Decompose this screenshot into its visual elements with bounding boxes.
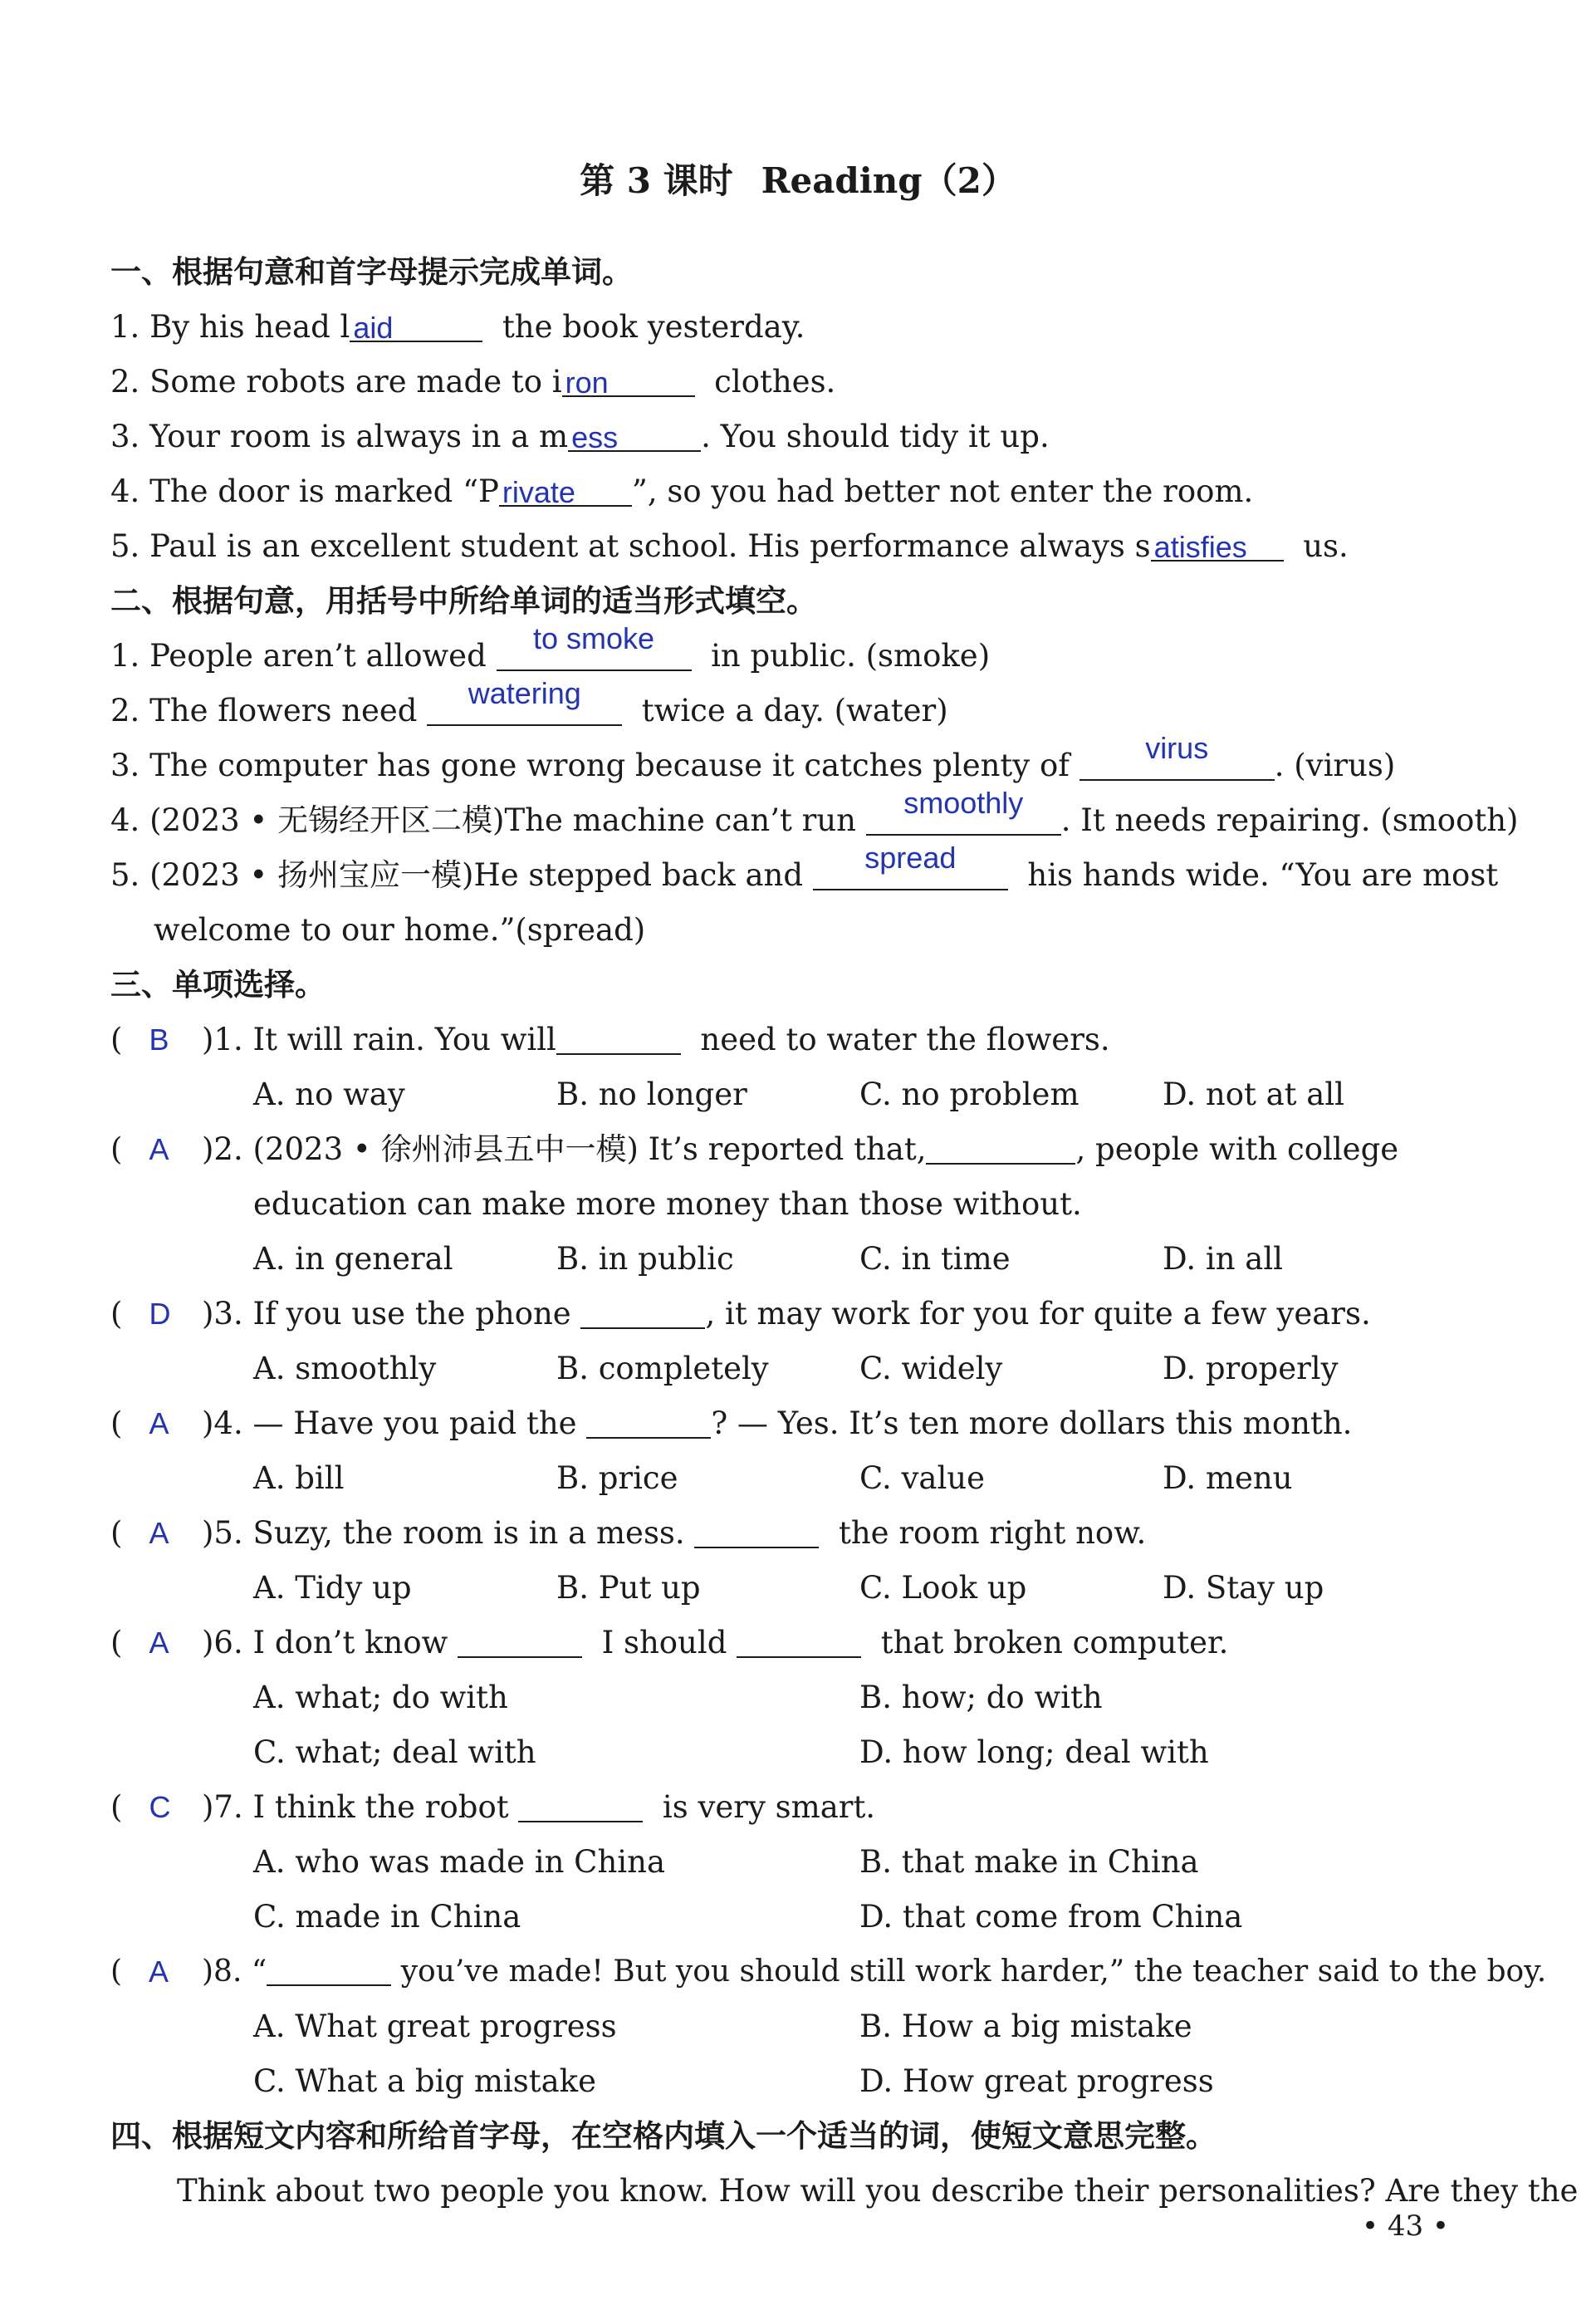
option[interactable]: B. how; do with	[859, 1680, 1103, 1715]
mc-question-4: ( A )4. — Have you paid the ? — Yes. It’s ten more dollars this month.	[110, 1403, 1352, 1444]
section-1-heading: 一、根据句意和首字母提示完成单词。	[110, 254, 633, 290]
option[interactable]: D. properly	[1163, 1351, 1339, 1386]
section-4-heading: 四、根据短文内容和所给首字母，在空格内填入一个适当的词，使短文意思完整。	[110, 2118, 1217, 2154]
option[interactable]: D. that come from China	[859, 1899, 1243, 1935]
option[interactable]: A. no way	[253, 1077, 405, 1112]
option[interactable]: B. completely	[556, 1351, 769, 1386]
option[interactable]: C. What a big mistake	[253, 2063, 596, 2099]
p2-item-1: 1. People aren’t allowed to smoke in public. (smoke)	[110, 621, 991, 674]
answer-blank[interactable]: virus	[1080, 746, 1275, 781]
answer-blank[interactable]: smoothly	[866, 801, 1061, 836]
answer-blank[interactable]: ess	[568, 417, 701, 452]
p1-item-5: 5. Paul is an excellent student at school. His performance always s atisfies us.	[110, 528, 1349, 564]
option[interactable]: A. bill	[253, 1460, 345, 1496]
page-title	[0, 154, 1596, 204]
mc-question-2: ( A )2. (2023 • 徐州沛县五中一模) It’s reported that, , people with college	[110, 1129, 1398, 1170]
option[interactable]: D. How great progress	[859, 2063, 1214, 2099]
option[interactable]: B. How a big mistake	[859, 2008, 1192, 2044]
option[interactable]: C. Look up	[859, 1570, 1027, 1606]
option[interactable]: A. what; do with	[253, 1680, 508, 1715]
mc-question-1: ( B )1. It will rain. You will need to water the flowers.	[110, 1019, 1110, 1061]
option[interactable]: D. menu	[1163, 1460, 1293, 1496]
mc-answer[interactable]: A	[149, 1516, 169, 1550]
section-3-heading: 三、单项选择。	[110, 967, 326, 1003]
p1-item-2: 2. Some robots are made to i ron clothes.	[110, 364, 836, 400]
mc-question-5: ( A )5. Suzy, the room is in a mess. the room right now.	[110, 1513, 1146, 1554]
answer-blank[interactable]	[267, 1951, 391, 1986]
option[interactable]: D. not at all	[1163, 1077, 1345, 1112]
answer-blank[interactable]: aid	[350, 307, 482, 342]
answer-blank[interactable]	[694, 1513, 819, 1548]
passage-intro: Think about two people you know. How will you describe their personalities? Are they the	[177, 2173, 1579, 2209]
option[interactable]: A. who was made in China	[253, 1844, 666, 1880]
mc-answer[interactable]: A	[149, 1132, 169, 1166]
section-2-heading: 二、根据句意，用括号中所给单词的适当形式填空。	[110, 583, 817, 619]
option[interactable]: B. that make in China	[859, 1844, 1199, 1880]
answer-blank[interactable]	[518, 1788, 643, 1822]
title-en: Reading（2）	[761, 160, 1016, 201]
option[interactable]: D. how long; deal with	[859, 1734, 1209, 1770]
mc-question-7: ( C )7. I think the robot is very smart.	[110, 1787, 875, 1828]
option[interactable]: A. Tidy up	[253, 1570, 412, 1606]
option[interactable]: C. no problem	[859, 1077, 1080, 1112]
answer-blank[interactable]	[458, 1623, 582, 1658]
answer-blank[interactable]: rivate	[499, 472, 632, 507]
mc-answer[interactable]: A	[149, 1955, 169, 1989]
p1-item-1: 1. By his head l aid the book yesterday.	[110, 309, 805, 345]
answer-blank[interactable]	[586, 1404, 711, 1439]
mc-question-8: ( A )8. “ you’ve made! But you should still work harder,” the teacher said to the boy.	[110, 1951, 1546, 1993]
answer-blank[interactable]: ron	[562, 362, 695, 397]
p2-item-2: 2. The flowers need watering twice a day. (water)	[110, 676, 948, 728]
mc-answer[interactable]: B	[149, 1023, 169, 1057]
mc-question-3: ( D )3. If you use the phone , it may work for you for quite a few years.	[110, 1293, 1371, 1335]
mc-answer[interactable]: A	[149, 1626, 169, 1660]
p2-item-5: 5. (2023 • 扬州宝应一模)He stepped back and spread his hands wide. “You are most	[110, 841, 1499, 893]
option[interactable]: C. made in China	[253, 1899, 521, 1935]
option[interactable]: B. price	[556, 1460, 678, 1496]
p2-item-4: 4. (2023 • 无锡经开区二模)The machine can’t run smoothly . It needs repairing. (smooth)	[110, 786, 1519, 838]
mc-answer[interactable]: C	[149, 1790, 171, 1824]
option[interactable]: B. Put up	[556, 1570, 701, 1606]
option[interactable]: C. what; deal with	[253, 1734, 536, 1770]
option[interactable]: C. in time	[859, 1241, 1011, 1277]
answer-blank[interactable]: spread	[813, 856, 1008, 890]
p2-item-3: 3. The computer has gone wrong because it catches plenty of virus . (virus)	[110, 731, 1396, 783]
answer-blank[interactable]	[580, 1294, 705, 1329]
option[interactable]: A. What great progress	[253, 2008, 617, 2044]
answer-blank[interactable]	[926, 1130, 1075, 1165]
option[interactable]: D. in all	[1163, 1241, 1284, 1277]
mc-answer[interactable]: A	[149, 1406, 169, 1440]
answer-blank[interactable]	[737, 1623, 861, 1658]
mc-answer[interactable]: D	[149, 1297, 171, 1331]
option[interactable]: B. no longer	[556, 1077, 747, 1112]
option[interactable]: A. in general	[253, 1241, 453, 1277]
title-cn: 第 3 课时	[580, 160, 733, 201]
answer-blank[interactable]: watering	[427, 691, 622, 726]
p2-item-5-continued: welcome to our home.”(spread)	[154, 912, 646, 948]
mc-question-6: ( A )6. I don’t know I should that broken computer.	[110, 1622, 1228, 1664]
answer-blank[interactable]: to smoke	[497, 636, 692, 671]
answer-blank[interactable]	[556, 1020, 681, 1055]
p1-item-4: 4. The door is marked “P rivate ”, so you had better not enter the room.	[110, 473, 1254, 509]
option[interactable]: A. smoothly	[253, 1351, 437, 1386]
p1-item-3: 3. Your room is always in a m ess . You should tidy it up.	[110, 419, 1050, 454]
option[interactable]: D. Stay up	[1163, 1570, 1324, 1606]
option[interactable]: C. value	[859, 1460, 986, 1496]
option[interactable]: B. in public	[556, 1241, 734, 1277]
page-number: • 43 •	[1362, 2210, 1449, 2243]
option[interactable]: C. widely	[859, 1351, 1003, 1386]
mc-question-2-continued: education can make more money than those without.	[253, 1186, 1082, 1222]
answer-blank[interactable]: atisfies	[1151, 527, 1284, 562]
